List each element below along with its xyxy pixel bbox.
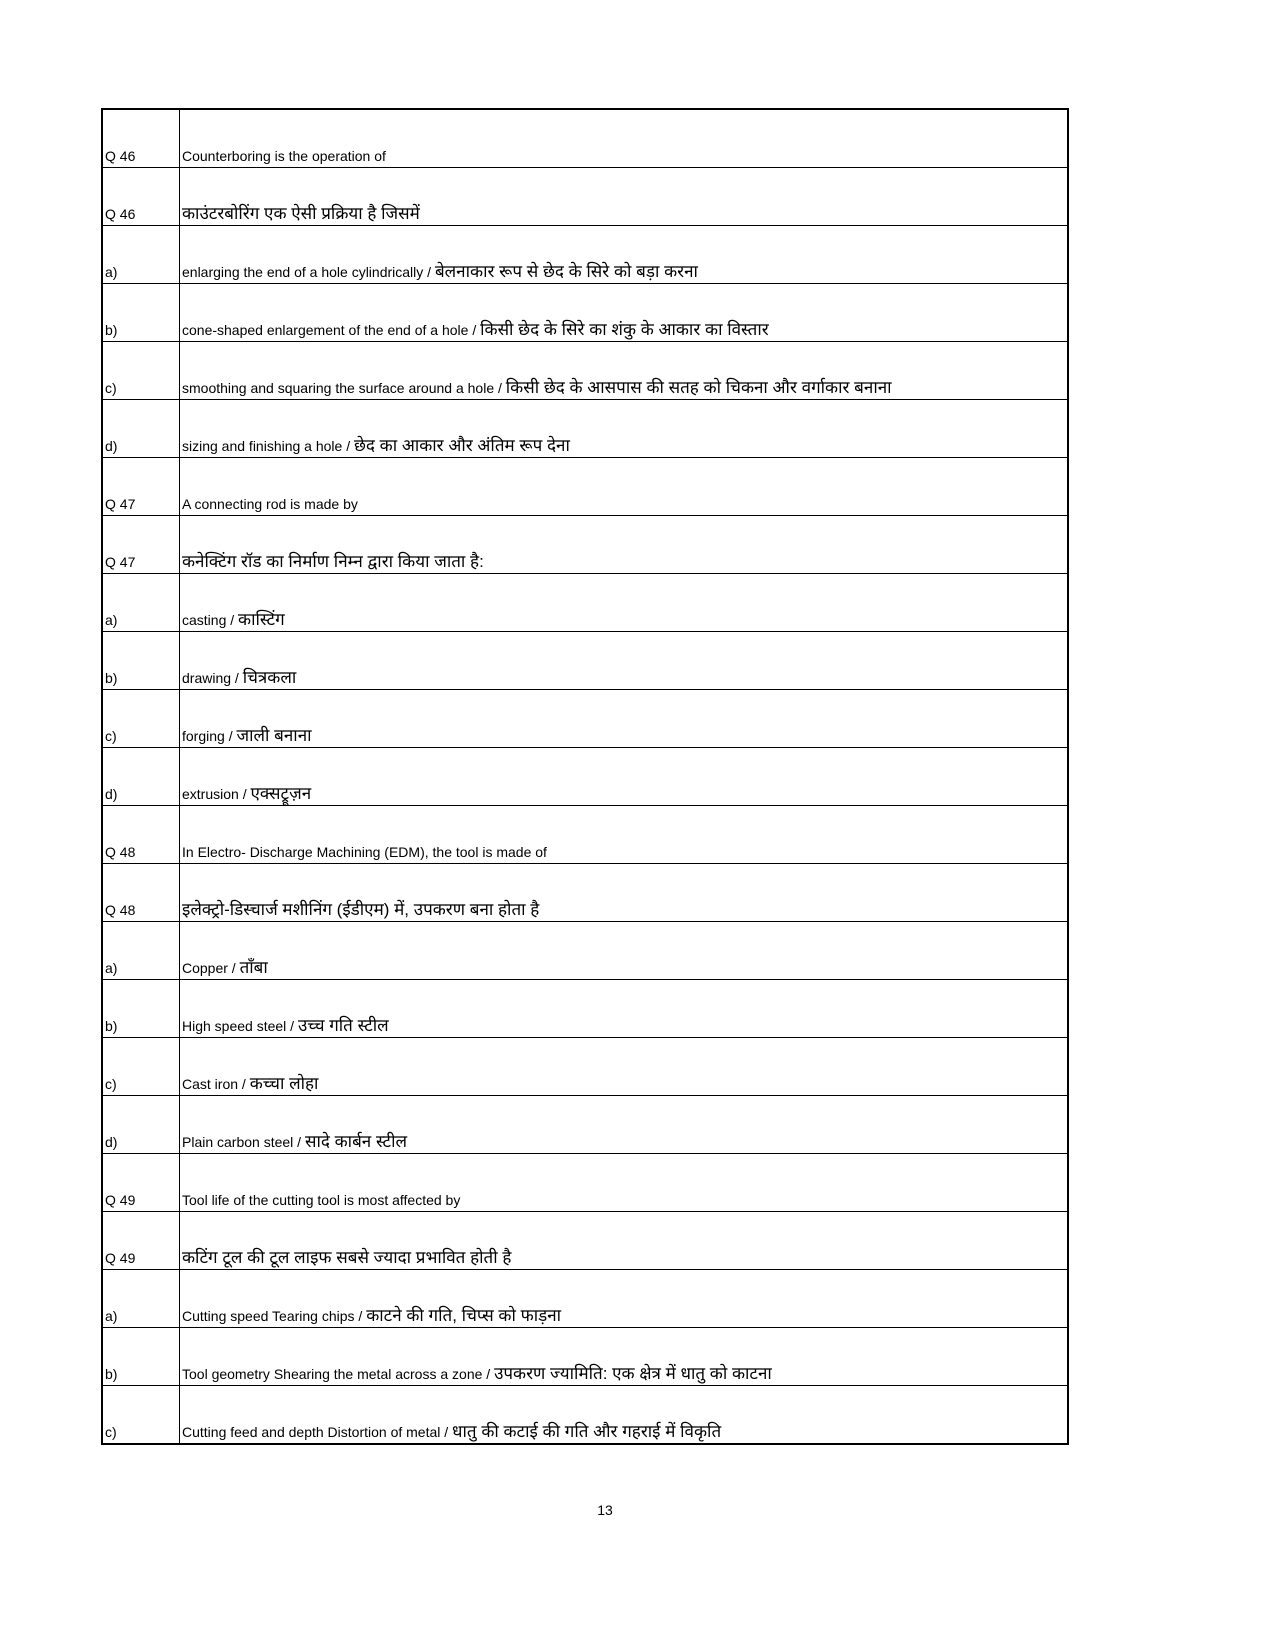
row-text [180,806,1069,864]
row-label: c) [102,1386,180,1445]
english-text: enlarging the end of a hole cylindrically / [182,264,435,280]
table-row [102,690,1068,748]
hindi-text: कास्टिंग [238,610,285,629]
row-label: c) [102,342,180,400]
row-text [180,1038,1069,1096]
hindi-text: किसी छेद के आसपास की सतह को चिकना और वर्गाकार बनाना [505,378,892,397]
row-text [180,864,1069,922]
english-text: Counterboring is the operation of [182,148,386,164]
hindi-text: कनेक्टिंग रॉड का निर्माण निम्न द्वारा किया जाता है: [182,552,484,571]
row-text [180,1270,1069,1328]
row-text [180,1328,1069,1386]
hindi-text: उच्च गति स्टील [297,1016,389,1035]
row-text [180,922,1069,980]
hindi-text: काउंटरबोरिंग एक ऐसी प्रक्रिया है जिसमें [182,204,420,223]
hindi-text: ताँबा [239,958,268,977]
row-text [180,109,1069,168]
row-text [180,226,1069,284]
row-text [180,980,1069,1038]
english-text: In Electro- Discharge Machining (EDM), the tool is made of [182,844,547,860]
english-text: extrusion / [182,786,251,802]
hindi-text: चित्रकला [242,668,297,687]
row-text [180,574,1069,632]
row-label: b) [102,284,180,342]
row-label: a) [102,1270,180,1328]
english-text: High speed steel / [182,1018,298,1034]
row-label: d) [102,748,180,806]
table-row [102,284,1068,342]
english-text: smoothing and squaring the surface around a hole / [182,380,506,396]
row-label: Q 48 [102,806,180,864]
table-row [102,632,1068,690]
row-text [180,1096,1069,1154]
table-row [102,980,1068,1038]
row-text [180,632,1069,690]
hindi-text: इलेक्ट्रो-डिस्चार्ज मशीनिंग (ईडीएम) में, उपकरण बना होता है [182,900,540,919]
row-text [180,400,1069,458]
table-row [102,1096,1068,1154]
row-text [180,690,1069,748]
row-text [180,342,1069,400]
table-row [102,922,1068,980]
row-label: a) [102,226,180,284]
hindi-text: सादे कार्बन स्टील [304,1132,408,1151]
table-row [102,806,1068,864]
row-label: Q 48 [102,864,180,922]
table-row [102,109,1068,168]
row-label: a) [102,922,180,980]
row-text [180,458,1069,516]
hindi-text: कच्चा लोहा [249,1074,319,1093]
row-label: b) [102,1328,180,1386]
table-row [102,574,1068,632]
row-text [180,1212,1069,1270]
row-label: Q 46 [102,168,180,226]
hindi-text: काटने की गति, चिप्स को फाड़ना [366,1306,562,1325]
hindi-text: धातु की कटाई की गति और गहराई में विकृति [452,1422,722,1441]
row-label: b) [102,632,180,690]
english-text: A connecting rod is made by [182,496,358,512]
english-text: sizing and finishing a hole / [182,438,354,454]
table-row [102,864,1068,922]
english-text: Plain carbon steel / [182,1134,305,1150]
row-label: Q 47 [102,458,180,516]
table-row [102,516,1068,574]
hindi-text: कटिंग टूल की टूल लाइफ सबसे ज्यादा प्रभावित होती है [182,1248,512,1267]
row-label: Q 49 [102,1212,180,1270]
hindi-text: किसी छेद के सिरे का शंकु के आकार का विस्तार [480,320,769,339]
table-row [102,458,1068,516]
question-table [101,108,1069,1445]
english-text: cone-shaped enlargement of the end of a hole / [182,322,481,338]
hindi-text: उपकरण ज्यामिति: एक क्षेत्र में धातु को काटना [494,1364,772,1383]
row-text [180,168,1069,226]
row-text [180,1386,1069,1445]
table-row [102,226,1068,284]
table-row [102,168,1068,226]
row-label: Q 49 [102,1154,180,1212]
row-label: d) [102,1096,180,1154]
english-text: Cast iron / [182,1076,250,1092]
row-text [180,516,1069,574]
row-text [180,1154,1069,1212]
row-text [180,748,1069,806]
english-text: casting / [182,612,239,628]
english-text: Cutting speed Tearing chips / [182,1308,367,1324]
row-label: b) [102,980,180,1038]
english-text: drawing / [182,670,243,686]
row-text [180,284,1069,342]
row-label: d) [102,400,180,458]
hindi-text: एक्सट्रूज़न [250,784,312,803]
table-row [102,1270,1068,1328]
english-text: forging / [182,728,237,744]
hindi-text: छेद का आकार और अंतिम रूप देना [354,436,570,455]
hindi-text: बेलनाकार रूप से छेद के सिरे को बड़ा करना [434,262,698,281]
english-text: Copper / [182,960,240,976]
row-label: Q 46 [102,109,180,168]
english-text: Tool life of the cutting tool is most affected by [182,1192,461,1208]
english-text: Cutting feed and depth Distortion of metal / [182,1424,453,1440]
page-number: 13 [597,1502,613,1518]
table-row [102,400,1068,458]
table-row [102,1154,1068,1212]
table-row [102,342,1068,400]
table-row [102,1328,1068,1386]
table-row [102,1212,1068,1270]
row-label: a) [102,574,180,632]
table-row [102,1386,1068,1445]
table-row [102,748,1068,806]
table-row [102,1038,1068,1096]
english-text: Tool geometry Shearing the metal across a zone / [182,1366,495,1382]
row-label: c) [102,1038,180,1096]
row-label: Q 47 [102,516,180,574]
row-label: c) [102,690,180,748]
hindi-text: जाली बनाना [236,726,312,745]
